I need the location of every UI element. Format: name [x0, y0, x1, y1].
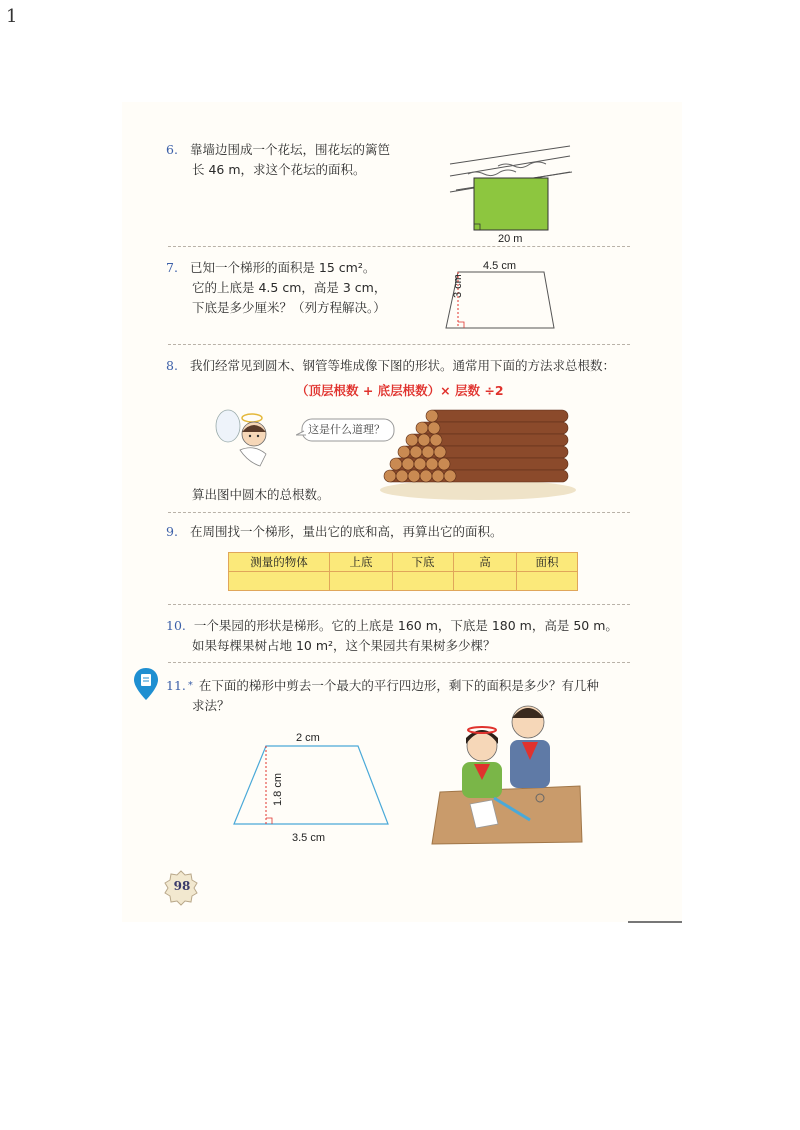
question-8-number: 8.: [166, 358, 178, 373]
children-illustration: [430, 700, 586, 846]
trapezoid-figure-q11: [232, 744, 392, 828]
question-6: [166, 140, 390, 180]
question-11-line-1: 在下面的梯形中剪去一个最大的平行四边形，剩下的面积是多少？有几种: [198, 678, 599, 693]
table-cell: [517, 572, 578, 591]
question-6-line-2: 长 46 m，求这个花坛的面积。: [192, 162, 366, 177]
question-10-line-1: 一个果园的形状是梯形。它的上底是 160 m，下底是 180 m，高是 50 m。: [193, 618, 618, 633]
question-9-line-1: 在周围找一个梯形，量出它的底和高，再算出它的面积。: [189, 524, 503, 539]
question-7-line-1: 已知一个梯形的面积是 15 cm²。: [189, 260, 376, 275]
question-6-line-1: 靠墙边围成一个花坛，围花坛的篱笆: [189, 142, 390, 157]
table-row: [229, 572, 578, 591]
formula-text: （顶层根数 + 底层根数）× 层数 ÷2: [296, 383, 504, 398]
table-header-cell: 上底: [330, 553, 393, 572]
question-11-line-2: 求法？: [192, 698, 230, 713]
speech-bubble-text: 这是什么道理？: [308, 423, 385, 436]
trapezoid-shape: [234, 746, 388, 824]
table-header-cell: 高: [454, 553, 517, 572]
divider: [168, 604, 630, 605]
footer-rule: [628, 921, 682, 923]
table-cell: [330, 572, 393, 591]
trapezoid-height-label: 1.8 cm: [272, 772, 284, 806]
divider: [168, 512, 630, 513]
table-cell: [229, 572, 330, 591]
table-header-cell: 测量的物体: [229, 553, 330, 572]
table-header-row: [229, 553, 578, 572]
question-7-line-2: 它的上底是 4.5 cm，高是 3 cm，: [192, 280, 387, 295]
question-10-number: 10.: [166, 618, 186, 633]
question-8-line-1: 我们经常见到圆木、钢管等堆成像下图的形状。通常用下面的方法求总根数：: [189, 358, 615, 373]
question-7-line-3: 下底是多少厘米？（列方程解决。）: [192, 300, 386, 315]
trapezoid-top-label: 4.5 cm: [483, 260, 517, 272]
page-number: 98: [173, 879, 191, 893]
flower-bed-rect: [474, 178, 548, 230]
corner-number: 1: [6, 6, 18, 27]
question-11-number: 11.: [166, 678, 186, 693]
question-10: [166, 616, 618, 656]
question-7: [166, 258, 386, 318]
table-header-cell: 下底: [393, 553, 454, 572]
trapezoid-top-label: 2 cm: [296, 732, 320, 744]
right-angle-mark: [458, 322, 464, 328]
divider: [168, 246, 630, 247]
question-8: [166, 356, 615, 376]
log-pile-illustration: [378, 398, 578, 502]
question-8-line-2: 算出图中圆木的总根数。: [192, 487, 330, 502]
table-cell: [454, 572, 517, 591]
angel-illustration: [214, 404, 284, 470]
resource-marker-icon[interactable]: [133, 666, 159, 706]
question-9-number: 9.: [166, 524, 178, 539]
question-6-number: 6.: [166, 142, 178, 157]
question-9: [166, 522, 502, 542]
trapezoid-height-label: 3 cm: [452, 274, 464, 298]
question-10-line-2: 如果每棵果树占地 10 m²，这个果园共有果树多少棵？: [192, 638, 496, 653]
flower-bed-width-label: 20 m: [498, 233, 523, 245]
measurement-table: [228, 552, 578, 591]
trapezoid-bottom-label: 3.5 cm: [292, 832, 326, 844]
table-cell: [393, 572, 454, 591]
question-7-number: 7.: [166, 260, 178, 275]
table-header-cell: 面积: [517, 553, 578, 572]
right-angle-mark: [266, 818, 272, 824]
divider: [168, 344, 630, 345]
divider: [168, 662, 630, 663]
question-11-star: *: [187, 680, 193, 691]
